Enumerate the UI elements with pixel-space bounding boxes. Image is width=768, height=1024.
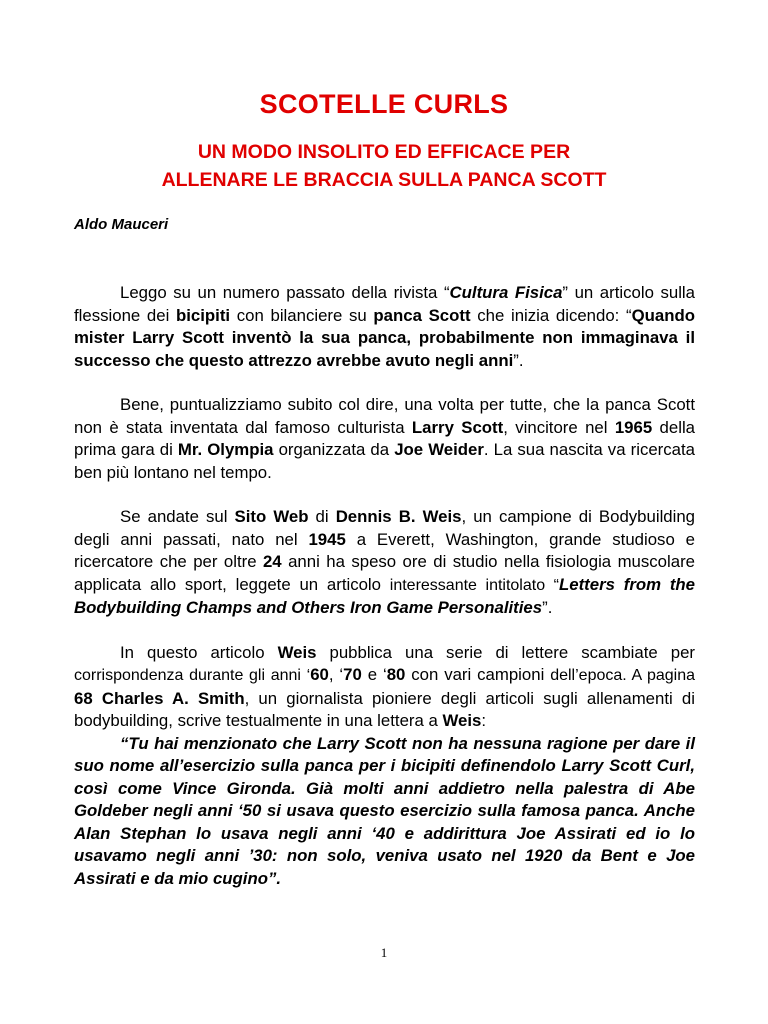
paragraph-text: , ‘ [328,665,344,684]
paragraph-text: e ‘ [361,665,387,684]
emphasis-text: Larry Scott [411,417,504,437]
emphasis-text: Dennis B. Weis [335,507,462,526]
emphasis-text: Cultura Fisica [449,283,563,302]
emphasis-text: Quando mister Larry Scott inventò la sua panca, probabilmente non immaginava il successo che questo attrezzo avrebbe avuto negli anni [74,305,696,370]
paragraph-text: “Tu hai menzionato che Larry Scott non ha nessuna ragione per dare il suo nome all’esercizio sulla panca per i bicipiti definendolo Larry Scott Curl, così come Vince Gironda. Già molti anni addietro nella palestra di Abe Goldeber negli anni ‘50 si usava questo esercizio sulla famosa panca. Anche Alan Stephan lo usava negli anni ‘40 e addirittura Joe Assirati ed io lo usavamo negli anni ’30: non solo, veniva usato nel 1920 da Bent e Joe Assirati e da mio cugino”. [74,733,695,888]
paragraph-text: con bilanciere su [230,305,374,325]
subtitle-line-1: UN MODO INSOLITO ED EFFICACE PER [197,141,571,163]
paragraph-text: ”. [513,350,524,370]
emphasis-text: panca Scott [373,305,471,325]
paragraph-text: ”. [542,598,553,617]
paragraph-text: che inizia dicendo: “ [470,305,632,325]
paragraph-text: con vari campioni [405,665,551,684]
emphasis-text: 1965 [614,417,653,437]
paragraph-text: Leggo su un numero passato della rivista “ [120,283,450,302]
paragraph-text: della prima gara di [74,417,696,459]
author-name: Aldo Mauceri [74,216,169,233]
paragraph-text: Bene, puntualizziamo subito col dire, una volta per tutte, che la panca Scott non è stata inventata dal famoso culturista [74,395,695,437]
page-number: 1 [380,945,388,960]
quoted-letter [74,733,695,891]
paragraph-text: , vincitore nel [503,417,615,437]
paragraph-text: . La sua nascita va ricercata ben più lontano nel tempo. [74,440,695,482]
paragraph-text: corrispondenza durante gli anni ‘ [74,667,311,684]
emphasis-text: 60 [310,665,329,684]
emphasis-text: Letters from the Bodybuilding Champs and Others Iron Game Personalities [74,574,695,617]
paragraph-text: anni ha speso ore di studio nella fisiologia muscolare applicata allo sport, leggete un articolo [74,552,695,594]
emphasis-text: Joe Weider [394,440,484,459]
emphasis-text: 24 [262,552,282,571]
emphasis-text: 70 [343,665,362,684]
paragraph [74,506,695,620]
paragraph [74,282,695,372]
paragraph-text: In questo articolo [120,642,278,662]
document-title: SCOTELLE CURLS [259,89,509,119]
emphasis-text: 68 Charles A. Smith [74,688,245,708]
paragraph-text: , un campione di Bodybuilding degli anni passati, nato nel [74,507,696,549]
emphasis-text: bicipiti [176,305,231,325]
emphasis-text: Weis [277,642,317,662]
paragraph-text: organizzata da [273,440,395,459]
article-body [74,282,695,912]
paragraph-text: dell’epoca. A pagina [550,667,696,684]
paragraph-text: interessante intitolato “ [389,576,559,594]
subtitle-line-2: ALLENARE LE BRACCIA SULLA PANCA SCOTT [161,169,607,191]
emphasis-text: 1945 [308,529,346,549]
emphasis-text: 80 [386,665,406,684]
paragraph-text: di [308,507,336,526]
paragraph [74,642,695,733]
emphasis-text: Mr. Olympia [177,440,274,459]
paragraph [74,394,695,484]
paragraph-text: a Everett, Washington, grande studioso e ricercatore che per oltre [74,529,695,571]
paragraph-text: , un giornalista pioniere degli articoli sugli allenamenti di bodybuilding, scrive testualmente in una lettera a [74,688,695,730]
emphasis-text: Weis [442,711,482,730]
paragraph-text: : [481,711,487,730]
paragraph-text: ” un articolo sulla flessione dei [74,283,695,325]
paragraph-text: Se andate sul [120,507,235,526]
paragraph-text: pubblica una serie di lettere scambiate per [316,642,695,662]
emphasis-text: Sito Web [234,507,309,526]
